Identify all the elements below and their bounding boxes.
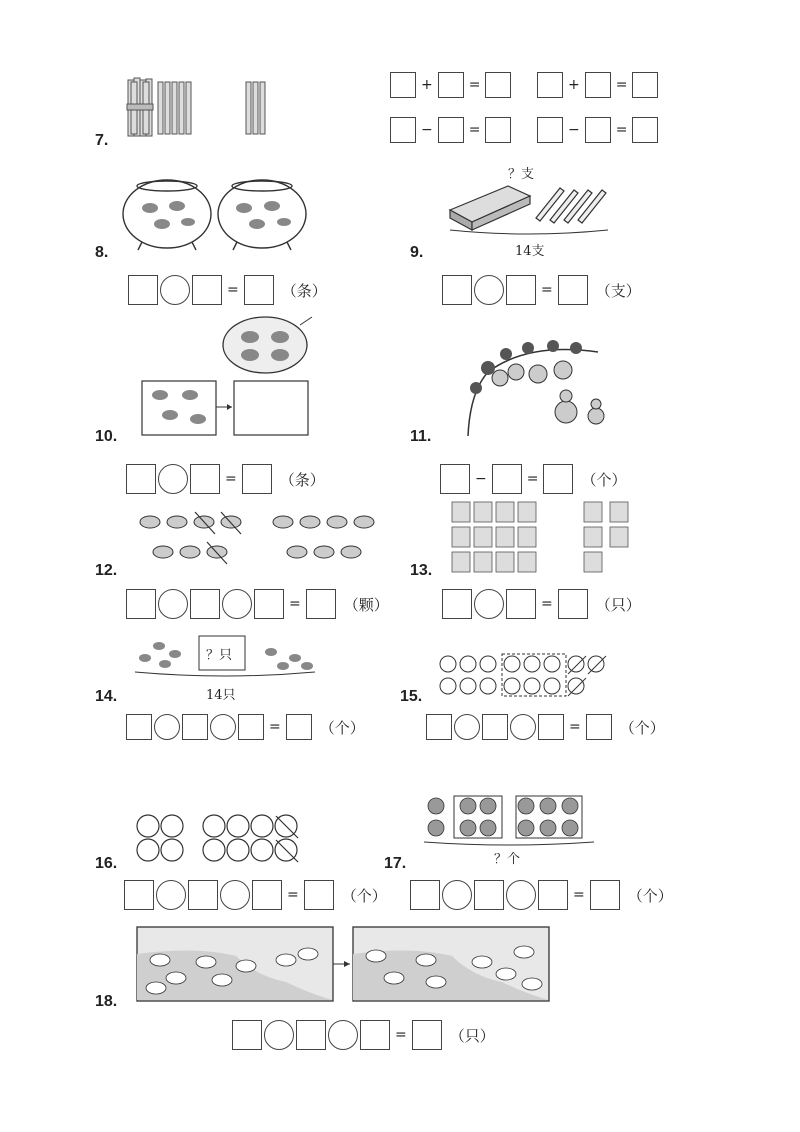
operator-circle[interactable] [328,1020,358,1050]
operator-circle[interactable] [156,880,186,910]
answer-box[interactable] [126,464,156,494]
problem-7-eq-3 [390,117,511,143]
answer-box[interactable] [254,589,284,619]
answer-box[interactable] [238,714,264,740]
problem-9-equation [442,275,641,305]
problem-15-number: 15. [400,688,423,705]
arrow-icon [344,961,350,967]
equals-sign: = [541,596,553,612]
answer-box[interactable] [426,714,452,740]
total-label: 14支 [515,244,545,259]
unit-label: （条） [281,281,327,300]
answer-box[interactable] [438,117,464,143]
problem-15-equation [426,714,665,740]
operator-circle[interactable] [474,589,504,619]
problem-7-number: 7. [95,132,109,149]
answer-box[interactable] [442,275,472,305]
answer-box[interactable] [590,880,620,910]
answer-box[interactable] [286,714,312,740]
answer-box[interactable] [558,589,588,619]
problem-8-equation [128,275,327,305]
answer-box[interactable] [252,880,282,910]
problem-13-equation [442,589,641,619]
minus-sign: − [421,122,433,138]
unit-label: （个） [341,886,387,905]
answer-box[interactable] [585,72,611,98]
answer-box[interactable] [537,117,563,143]
answer-box[interactable] [632,72,658,98]
arrow-icon [227,404,232,410]
problem-11-equation [440,464,626,494]
total-label: 14只 [206,688,236,703]
problem-14-number: 14. [95,688,118,705]
squirrel-icon [450,500,640,576]
answer-box[interactable] [585,117,611,143]
problem-10-number: 10. [95,428,118,445]
operator-circle[interactable] [210,714,236,740]
problem-12-equation [126,589,389,619]
equals-sign: = [569,719,581,735]
problem-18-equation [232,1020,495,1050]
apple-icon [424,794,594,848]
answer-box[interactable] [306,589,336,619]
answer-box[interactable] [440,464,470,494]
answer-box[interactable] [360,1020,390,1050]
problem-13-number: 13. [410,562,433,579]
pencil-icon [536,188,606,223]
operator-circle[interactable] [220,880,250,910]
unit-label: （个） [319,718,365,737]
operator-circle[interactable] [222,589,252,619]
equals-sign: = [395,1027,407,1043]
answer-box[interactable] [586,714,612,740]
minus-sign: − [475,471,487,487]
answer-box[interactable] [485,72,511,98]
duck-pond-icon [136,926,550,1004]
equals-sign: = [573,887,585,903]
problem-16-number: 16. [95,855,118,872]
plus-sign: + [421,77,433,93]
problem-7-eq-2 [537,72,658,98]
candy-icon [135,508,385,570]
answer-box[interactable] [296,1020,326,1050]
answer-box[interactable] [442,589,472,619]
equals-sign: = [541,282,553,298]
answer-box[interactable] [192,275,222,305]
problem-7-eq-1 [390,72,511,98]
question-label: ？支 [508,167,535,182]
answer-box[interactable] [438,72,464,98]
circle-icon [440,654,610,698]
answer-box[interactable] [390,72,416,98]
answer-box[interactable] [304,880,334,910]
answer-box[interactable] [390,117,416,143]
pencil-box-icon [448,178,618,238]
equals-sign: = [526,471,539,487]
fish-bowl-icon [122,178,308,250]
equals-sign: = [615,77,628,93]
answer-box[interactable] [244,275,274,305]
fish-net-icon [140,315,315,439]
operator-circle[interactable] [264,1020,294,1050]
problem-16-equation [124,880,387,910]
equals-sign: = [269,719,281,735]
equals-sign: = [225,471,237,487]
answer-box[interactable] [482,714,508,740]
equals-sign: = [289,596,301,612]
answer-box[interactable] [242,464,272,494]
problem-12-number: 12. [95,562,118,579]
answer-box[interactable] [543,464,573,494]
stick-bundle-icon [120,76,280,140]
answer-box[interactable] [126,589,156,619]
problem-14-equation [126,714,365,740]
answer-box[interactable] [632,117,658,143]
problem-8-number: 8. [95,244,109,261]
answer-box[interactable] [188,880,218,910]
operator-circle[interactable] [454,714,480,740]
equals-sign: = [615,122,628,138]
unit-label: （个） [627,886,673,905]
problem-9-number: 9. [410,244,424,261]
answer-box[interactable] [124,880,154,910]
unit-label: （只） [595,595,641,614]
circle-icon [136,814,302,864]
problem-7-eq-4 [537,117,658,143]
question-label: ？只 [206,648,233,663]
gourd-vine-icon [458,332,608,440]
problem-18-number: 18. [95,993,118,1010]
answer-box[interactable] [410,880,440,910]
minus-sign: − [568,122,580,138]
equals-sign: = [227,282,239,298]
plus-sign: + [568,77,580,93]
answer-box[interactable] [126,714,152,740]
answer-box[interactable] [182,714,208,740]
answer-box[interactable] [190,464,220,494]
answer-box[interactable] [558,275,588,305]
problem-11-number: 11. [410,428,432,445]
operator-circle[interactable] [160,275,190,305]
unit-label: （个） [619,718,665,737]
operator-circle[interactable] [510,714,536,740]
answer-box[interactable] [474,880,504,910]
answer-box[interactable] [506,275,536,305]
answer-box[interactable] [190,589,220,619]
unit-label: （条） [279,470,325,489]
unit-label: （支） [595,281,641,300]
answer-box[interactable] [537,72,563,98]
operator-circle[interactable] [158,589,188,619]
answer-box[interactable] [128,275,158,305]
answer-box[interactable] [506,589,536,619]
unit-label: （颗） [343,595,389,614]
operator-circle[interactable] [506,880,536,910]
problem-17-equation [410,880,673,910]
equals-sign: = [287,887,299,903]
operator-circle[interactable] [158,464,188,494]
operator-circle[interactable] [474,275,504,305]
answer-box[interactable] [232,1020,262,1050]
unit-label: （只） [449,1026,495,1045]
operator-circle[interactable] [154,714,180,740]
question-label: ？个 [494,852,521,867]
answer-box[interactable] [538,880,568,910]
problem-10-equation [126,464,325,494]
answer-box[interactable] [485,117,511,143]
operator-circle[interactable] [442,880,472,910]
answer-box[interactable] [492,464,522,494]
answer-box[interactable] [412,1020,442,1050]
answer-box[interactable] [538,714,564,740]
unit-label: （个） [581,470,627,489]
equals-sign: = [468,77,481,93]
equals-sign: = [468,122,481,138]
problem-17-number: 17. [384,855,407,872]
